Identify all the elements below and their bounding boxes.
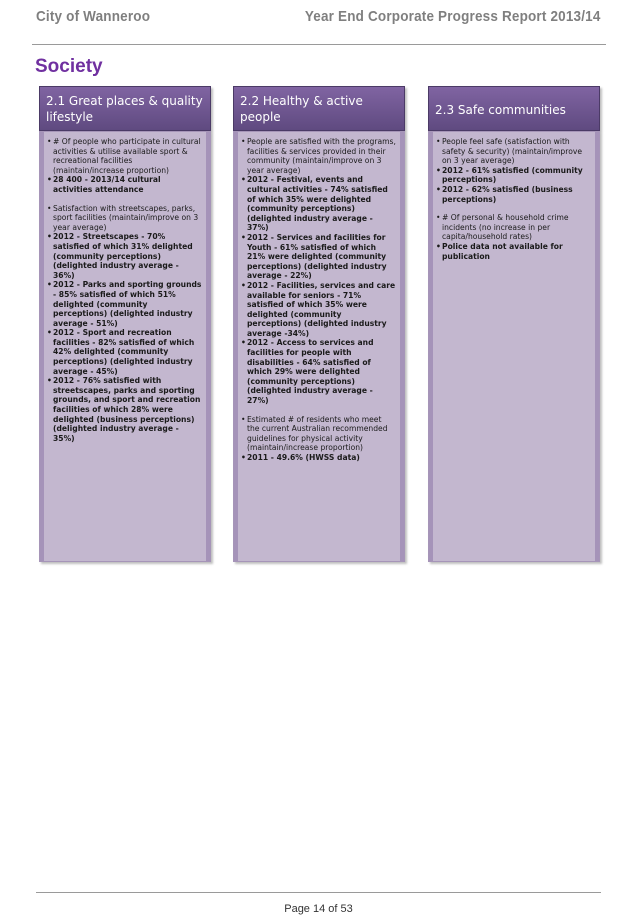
column-header (233, 86, 405, 131)
bullet-item: • 2012 - Streetscapes - 70% satisfied of which 31% delighted (community perceptions) (delighted industry average - 36%) (48, 232, 202, 280)
bullet-item: • 2012 - Services and facilities for Youth - 61% satisfied of which 21% were delighted (community perceptions) (delighted industry average - 22%) (242, 233, 396, 281)
column-body (233, 131, 405, 562)
bullet-item: • 2012 - 62% satisfied (business perceptions) (437, 185, 591, 204)
bullet-item: • 2012 - Access to services and facilities for people with disabilities - 64% satisfied of which 29% were delighted (community perceptions) (delighted industry average - 27%) (242, 338, 396, 405)
bullet-item: • 28 400 - 2013/14 cultural activities attendance (48, 175, 202, 194)
bullet-item: • Estimated # of residents who meet the current Australian recommended guidelines for physical activity (maintain/increase proportion) (242, 415, 396, 453)
column-safe-communities (428, 86, 600, 562)
column-item-list (234, 132, 404, 463)
column-title: 2.1 Great places & quality lifestyle (46, 94, 203, 124)
bullet-item: • People feel safe (satisfaction with safety & security) (maintain/improve on 3 year average) (437, 137, 591, 166)
header-report-title: Year End Corporate Progress Report 2013/14 (305, 8, 601, 25)
column-title: 2.2 Healthy & active people (240, 94, 363, 124)
bullet-item: • # Of people who participate in cultural activities & utilise available sport & recreational facilities (maintain/increase proportion) (48, 137, 202, 175)
bullet-item: • 2012 - Facilities, services and care available for seniors - 71% satisfied of which 35% were delighted (community perceptions) (delighted industry average -34%) (242, 281, 396, 339)
page-header (36, 8, 601, 30)
column-body (39, 131, 211, 562)
column-body (428, 131, 600, 562)
bullet-item: • 2012 - 76% satisfied with streetscapes, parks and sporting grounds, and sport and recreation facilities of which 28% were delighted (business perceptions) (delighted industry average - 35%) (48, 376, 202, 443)
page-number: Page 14 of 53 (284, 903, 353, 915)
column-item-list (429, 132, 599, 261)
column-title: 2.3 Safe communities (435, 103, 566, 117)
header-divider (32, 44, 606, 45)
column-header (39, 86, 211, 131)
section-title: Society (35, 56, 103, 77)
bullet-item: • People are satisfied with the programs, facilities & services provided in their community (maintain/improve on 3 year average) (242, 137, 396, 175)
bullet-item: • 2011 - 49.6% (HWSS data) (242, 453, 396, 463)
footer-divider (36, 892, 601, 893)
column-healthy-active (233, 86, 405, 562)
bullet-item: • # Of personal & household crime incidents (no increase in per capita/household rates) (437, 213, 591, 242)
column-item-list (40, 132, 210, 443)
bullet-item: • 2012 - Festival, events and cultural activities - 74% satisfied of which 35% were delighted (community perceptions) (delighted industry average - 37%) (242, 175, 396, 233)
column-great-places (39, 86, 211, 562)
bullet-item: • 2012 - Parks and sporting grounds - 85% satisfied of which 51% delighted (community perceptions) (delighted industry average - 51%) (48, 280, 202, 328)
column-header (428, 86, 600, 131)
bullet-item: • Satisfaction with streetscapes, parks, sport facilities (maintain/improve on 3 year average) (48, 204, 202, 233)
bullet-item: • 2012 - 61% satisfied (community perceptions) (437, 166, 591, 185)
bullet-item: • Police data not available for publication (437, 242, 591, 261)
bullet-item: • 2012 - Sport and recreation facilities - 82% satisfied of which 42% delighted (community perceptions) (delighted industry average - 45%) (48, 328, 202, 376)
header-organisation: City of Wanneroo (36, 8, 151, 25)
